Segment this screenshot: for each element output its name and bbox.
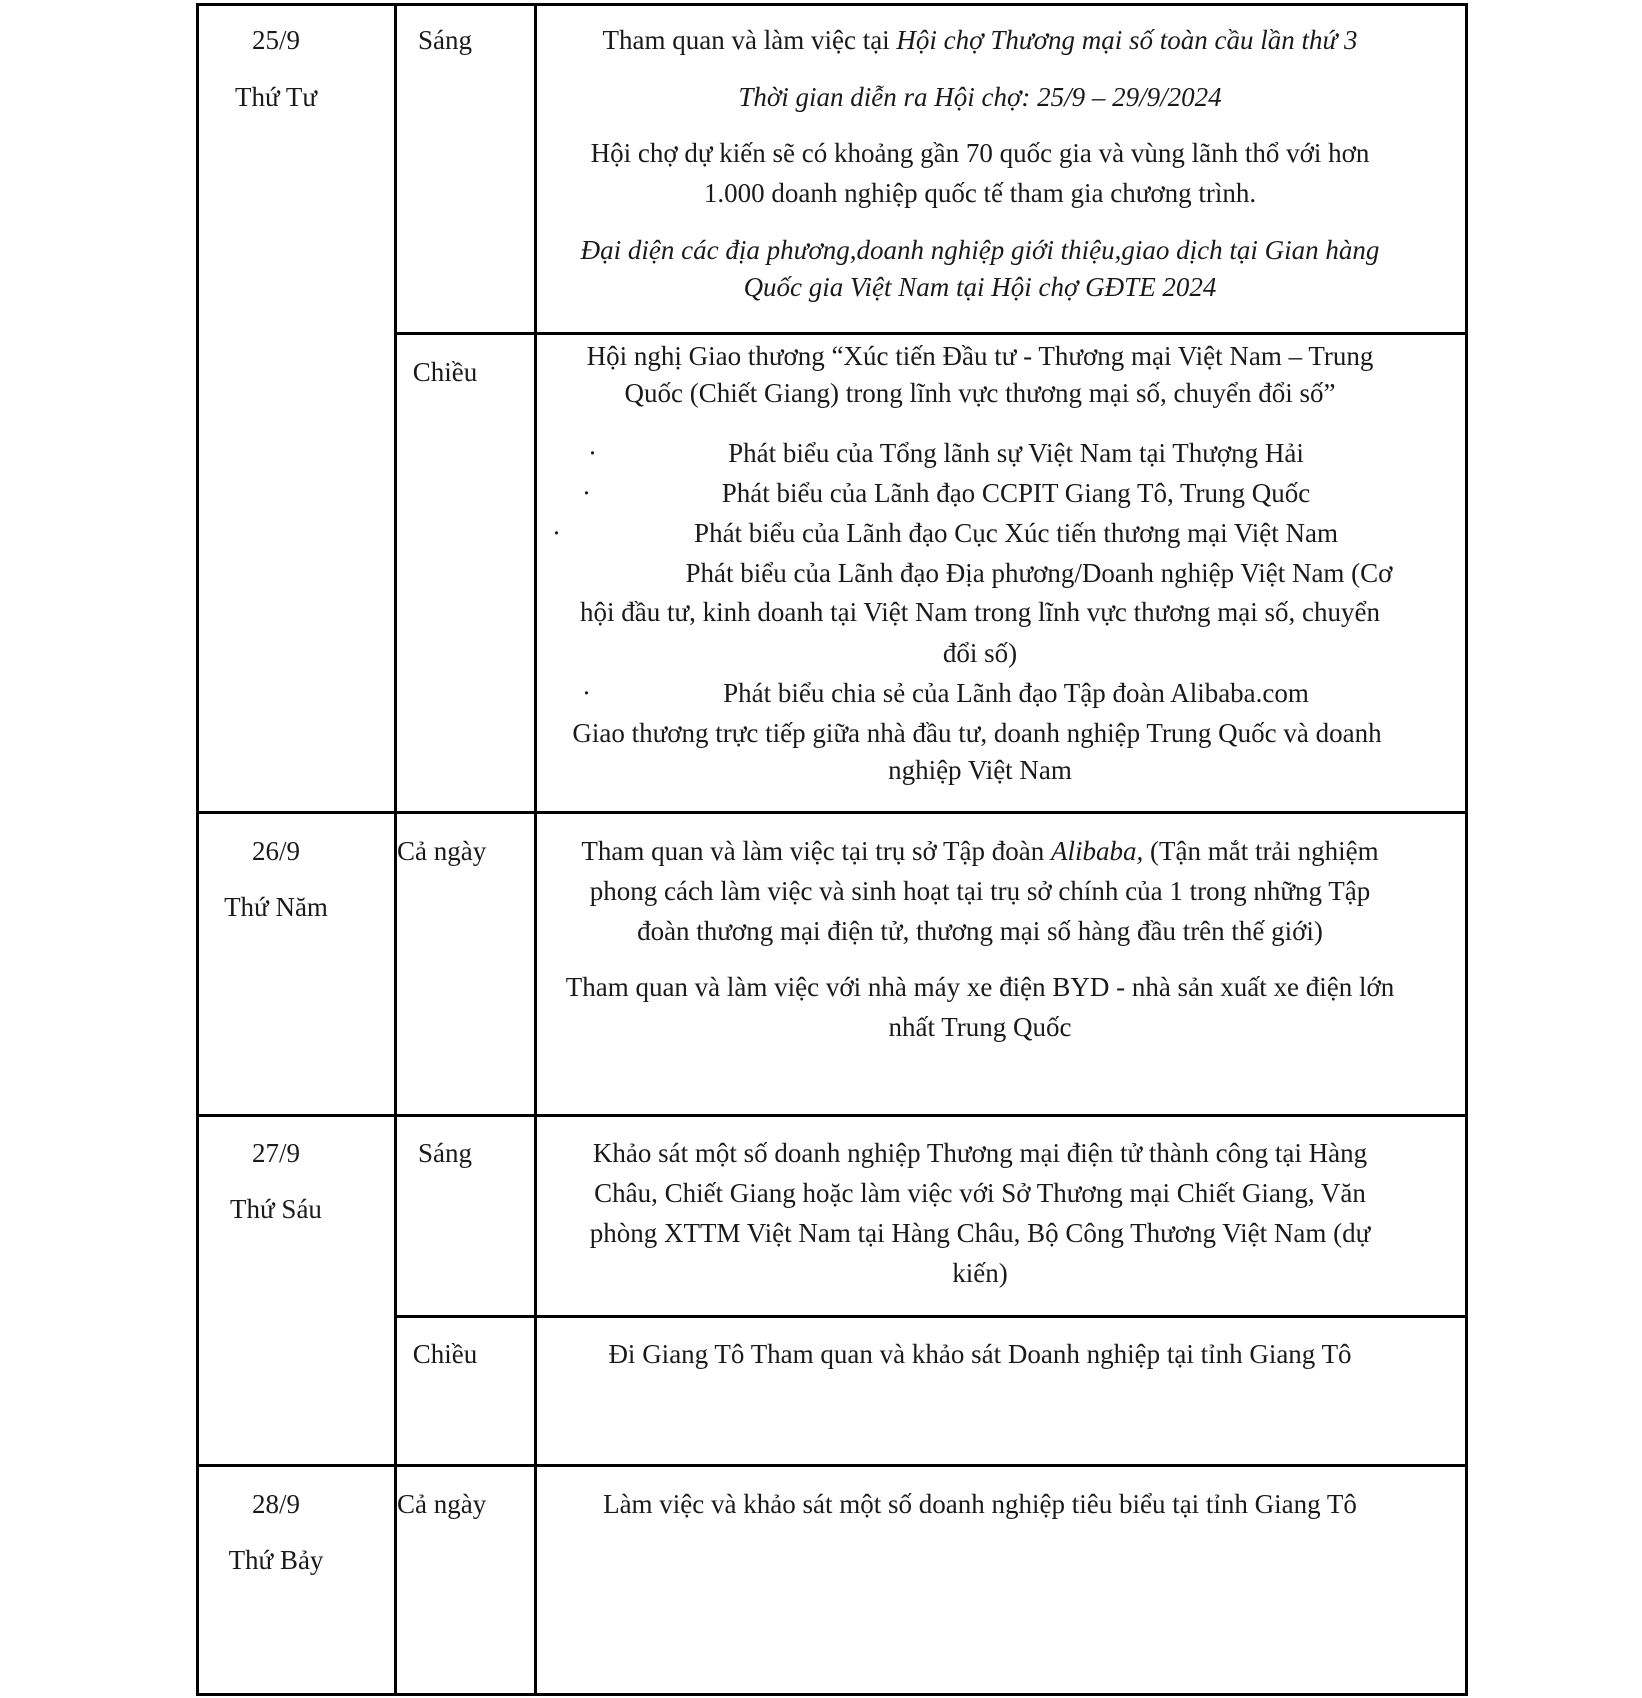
event-line: Làm việc và khảo sát một số doanh nghiệp tiêu biểu tại tỉnh Giang Tô	[603, 1489, 1357, 1519]
session-label: Cả ngày	[397, 1489, 487, 1519]
event-line: nghiệp Việt Nam	[888, 755, 1072, 785]
event-line: Quốc (Chiết Giang) trong lĩnh vực thương mại số, chuyển đổi số”	[624, 378, 1336, 408]
bullet-item: Phát biểu của Tổng lãnh sự Việt Nam tại Thượng Hải	[728, 438, 1304, 468]
bullet-dot: ·	[582, 678, 591, 708]
event-line-italic: Đại diện các địa phương,doanh nghiệp giới thiệu,giao dịch tại Gian hàng	[580, 235, 1380, 265]
event-line: 1.000 doanh nghiệp quốc tế tham gia chương trình.	[703, 178, 1257, 208]
event-text: Tham quan và làm việc tại trụ sở Tập đoàn	[581, 836, 1051, 866]
weekday-label: Thứ Sáu	[230, 1194, 322, 1224]
session-label: Chiều	[412, 1339, 478, 1369]
event-line: Giao thương trực tiếp giữa nhà đầu tư, doanh nghiệp Trung Quốc và doanh	[572, 718, 1382, 748]
session-label: Chiều	[412, 357, 478, 387]
table-border-right	[1465, 3, 1468, 1695]
event-line: Hội chợ dự kiến sẽ có khoảng gần 70 quốc gia và vùng lãnh thổ với hơn	[590, 138, 1370, 168]
date-label: 25/9	[251, 25, 301, 55]
event-line	[603, 27, 1358, 54]
weekday-label: Thứ Tư	[234, 82, 318, 112]
event-title-italic: Hội chợ Thương mại số toàn cầu lần thứ 3	[896, 25, 1358, 55]
bullet-item: Phát biểu chia sẻ của Lãnh đạo Tập đoàn Alibaba.com	[723, 678, 1309, 708]
table-border-left	[196, 3, 199, 1695]
bullet-dot: ·	[552, 518, 561, 548]
bullet-dot: ·	[588, 438, 597, 468]
event-line: đoàn thương mại điện tử, thương mại số hàng đầu trên thế giới)	[637, 916, 1323, 946]
event-line: Hội nghị Giao thương “Xúc tiến Đầu tư - Thương mại Việt Nam – Trung	[586, 341, 1374, 371]
content-column	[537, 0, 1465, 1698]
date-label: 27/9	[251, 1138, 301, 1168]
event-text: Tham quan và làm việc tại	[602, 25, 897, 55]
weekday-label: Thứ Năm	[224, 892, 328, 922]
session-label: Sáng	[418, 1138, 472, 1168]
event-text: (Tận mắt trải nghiệm	[1143, 836, 1379, 866]
bullet-item: Phát biểu của Lãnh đạo CCPIT Giang Tô, Trung Quốc	[721, 478, 1311, 508]
event-line: kiến)	[952, 1258, 1008, 1288]
event-line	[581, 838, 1378, 865]
date-label: 26/9	[251, 836, 301, 866]
event-line: Đi Giang Tô Tham quan và khảo sát Doanh nghiệp tại tỉnh Giang Tô	[608, 1339, 1352, 1369]
event-line-italic: Quốc gia Việt Nam tại Hội chợ GĐTE 2024	[743, 272, 1217, 302]
company-name-italic: Alibaba,	[1050, 836, 1144, 866]
event-line: phòng XTTM Việt Nam tại Hàng Châu, Bộ Công Thương Việt Nam (dự	[589, 1218, 1371, 1248]
session-label: Cả ngày	[397, 836, 487, 866]
bullet-dot: ·	[582, 478, 591, 508]
weekday-label: Thứ Bảy	[228, 1545, 324, 1575]
bullet-item: đổi số)	[942, 638, 1018, 668]
session-label: Sáng	[418, 25, 472, 55]
fair-dates: Thời gian diễn ra Hội chợ: 25/9 – 29/9/2024	[738, 82, 1222, 112]
bullet-item: hội đầu tư, kinh doanh tại Việt Nam trong lĩnh vực thương mại số, chuyển	[580, 597, 1380, 627]
event-line: Tham quan và làm việc với nhà máy xe điện BYD - nhà sản xuất xe điện lớn	[565, 972, 1395, 1002]
event-line: phong cách làm việc và sinh hoạt tại trụ sở chính của 1 trong những Tập	[589, 876, 1371, 906]
event-line: Châu, Chiết Giang hoặc làm việc với Sở Thương mại Chiết Giang, Văn	[594, 1178, 1366, 1208]
event-line: nhất Trung Quốc	[888, 1012, 1072, 1042]
bullet-item: Phát biểu của Lãnh đạo Địa phương/Doanh nghiệp Việt Nam (Cơ	[685, 558, 1393, 588]
bullet-item: Phát biểu của Lãnh đạo Cục Xúc tiến thương mại Việt Nam	[694, 518, 1338, 548]
date-label: 28/9	[251, 1489, 301, 1519]
event-line: Khảo sát một số doanh nghiệp Thương mại điện tử thành công tại Hàng	[592, 1138, 1368, 1168]
